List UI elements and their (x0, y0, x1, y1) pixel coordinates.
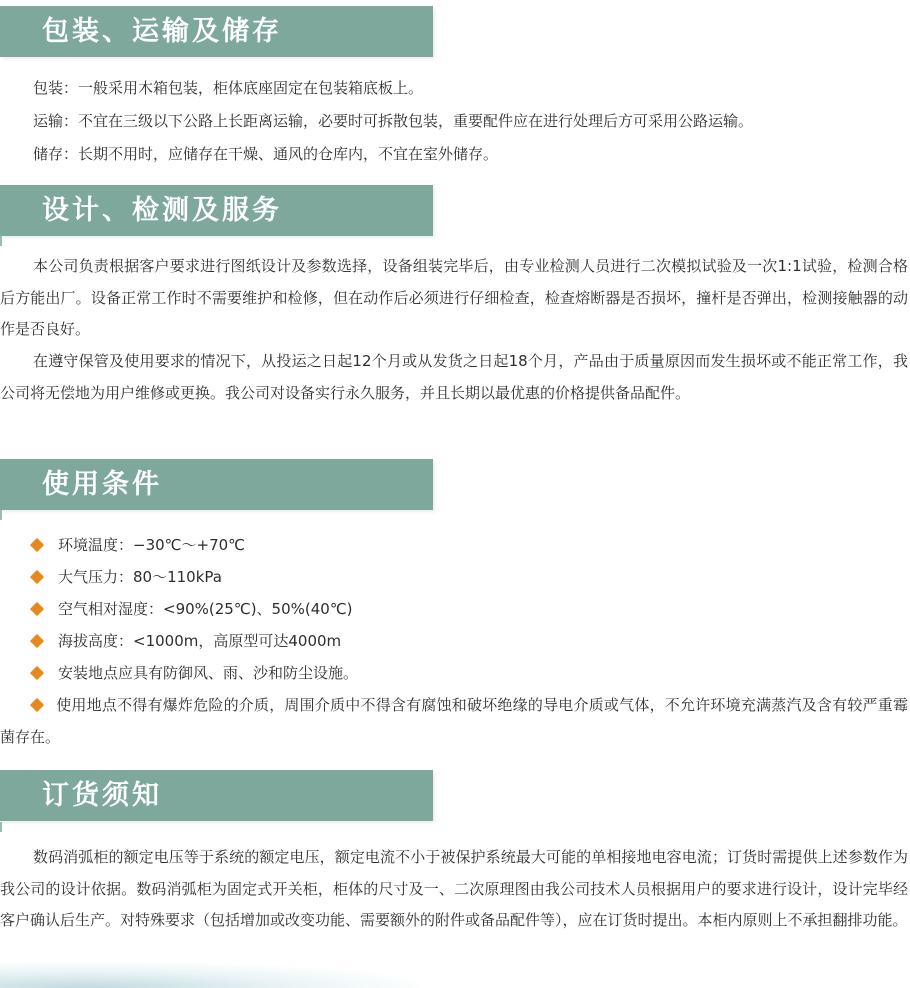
section-header-ordering (0, 770, 433, 821)
condition-item (24, 663, 358, 683)
condition-item (24, 567, 222, 587)
transport-line: 运输：不宜在三级以下公路上长距离运输，必要时可拆散包装，重要配件应在进行处理后方可采用公路运输。 (33, 112, 754, 130)
condition-text: 海拔高度：<1000m，高原型可达4000m (58, 632, 342, 650)
section-divider (0, 510, 2, 520)
section-title-design: 设计、检测及服务 (42, 195, 282, 226)
diamond-bullet-icon (30, 665, 44, 679)
section-header-design (0, 185, 433, 236)
diamond-bullet-icon (30, 601, 44, 615)
condition-item (24, 535, 245, 555)
diamond-bullet-icon (30, 537, 44, 551)
diamond-bullet-icon (30, 697, 44, 711)
design-paragraph-1: 本公司负责根据客户要求进行图纸设计及参数选择，设备组装完毕后，由专业检测人员进行二次模拟试验及一次1:1试验，检测合格后方能出厂。设备正常工作时不需要维护和检修，但在动作后必须进行仔细检查，检查熔断器是否损坏，撞杆是否弹出，检测接触器的动作是否良好。 (0, 257, 908, 338)
design-paragraph-2: 在遵守保管及使用要求的情况下，从投运之日起12个月或从发货之日起18个月，产品由于质量原因而发生损坏或不能正常工作，我公司将无偿地为用户维修或更换。我公司对设备实行永久服务，并且长期以最优惠的价格提供备品配件。 (0, 352, 908, 402)
condition-text: 大气压力：80～110kPa (58, 568, 222, 586)
diamond-bullet-icon (30, 569, 44, 583)
diamond-bullet-icon (30, 633, 44, 647)
section-divider (0, 822, 2, 832)
condition-text: 使用地点不得有爆炸危险的介质，周围介质中不得含有腐蚀和破坏绝缘的导电介质或气体，不允许环境充满蒸汽及含有较严重霉菌存在。 (0, 696, 908, 746)
condition-item (24, 631, 341, 651)
section-divider (0, 236, 2, 246)
packaging-line: 包装：一般采用木箱包装，柜体底座固定在包装箱底板上。 (33, 79, 424, 97)
condition-item (24, 599, 353, 619)
section-header-conditions (0, 459, 433, 510)
condition-text: 环境温度：−30℃～+70℃ (58, 536, 246, 554)
section-title-ordering: 订货须知 (42, 780, 162, 811)
condition-item-long (0, 689, 908, 753)
footer-decoration (0, 962, 420, 988)
section-title-conditions: 使用条件 (42, 469, 162, 500)
section-header-packaging (0, 6, 433, 57)
storage-line: 储存：长期不用时，应储存在干燥、通风的仓库内，不宜在室外储存。 (33, 145, 499, 163)
condition-text: 安装地点应具有防御风、雨、沙和防尘设施。 (58, 664, 359, 682)
section-title-packaging: 包装、运输及储存 (42, 16, 282, 47)
ordering-paragraph: 数码消弧柜的额定电压等于系统的额定电压，额定电流不小于被保护系统最大可能的单相接地电容电流；订货时需提供上述参数作为我公司的设计依据。数码消弧柜为固定式开关柜，柜体的尺寸及一、二次原理图由我公司技术人员根据用户的要求进行设计，设计完毕经客户确认后生产。对特殊要求（包括增加或改变功能、需要额外的附件或备品配件等），应在订货时提出。本柜内原则上不承担翻排功能。 (0, 848, 908, 929)
condition-text: 空气相对湿度：<90%(25℃)、50%(40℃) (58, 600, 353, 618)
